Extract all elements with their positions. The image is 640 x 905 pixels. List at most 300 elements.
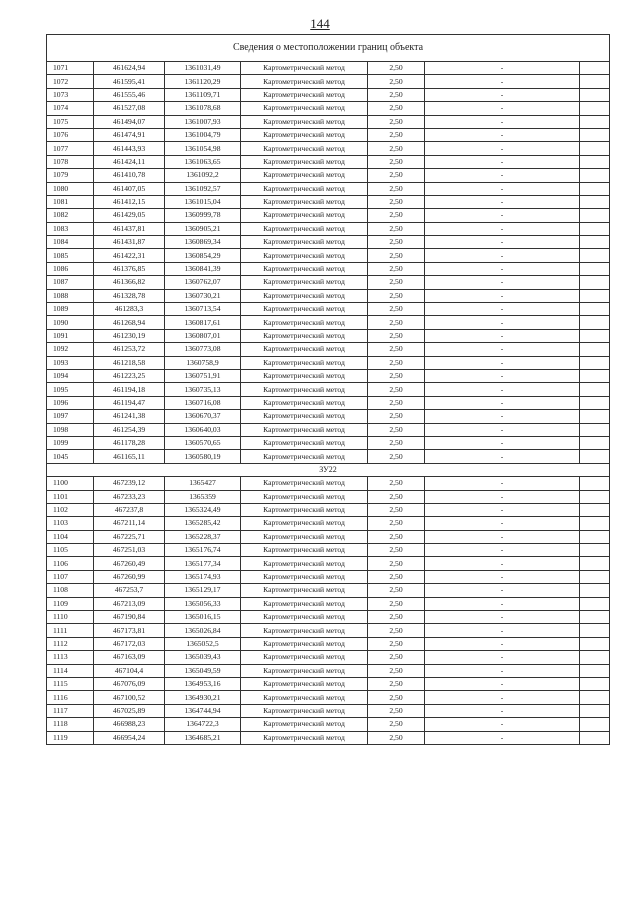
description: - <box>425 303 580 316</box>
y-coordinate: 1365177,34 <box>165 557 241 570</box>
table-row <box>47 731 610 744</box>
table-row <box>47 222 610 235</box>
description: - <box>425 637 580 650</box>
accuracy: 2,50 <box>368 115 425 128</box>
table-row <box>47 544 610 557</box>
accuracy: 2,50 <box>368 410 425 423</box>
accuracy: 2,50 <box>368 597 425 610</box>
description: - <box>425 195 580 208</box>
accuracy: 2,50 <box>368 329 425 342</box>
empty-cell <box>580 209 610 222</box>
empty-cell <box>580 677 610 690</box>
table-row <box>47 383 610 396</box>
method: Картометрический метод <box>241 128 368 141</box>
method: Картометрический метод <box>241 423 368 436</box>
y-coordinate: 1364953,16 <box>165 677 241 690</box>
description: - <box>425 490 580 503</box>
table-row <box>47 557 610 570</box>
accuracy: 2,50 <box>368 236 425 249</box>
empty-cell <box>580 651 610 664</box>
y-coordinate: 1360716,08 <box>165 396 241 409</box>
empty-cell <box>580 477 610 490</box>
accuracy: 2,50 <box>368 62 425 75</box>
x-coordinate: 461595,41 <box>94 75 165 88</box>
point-number: 1071 <box>47 62 94 75</box>
accuracy: 2,50 <box>368 637 425 650</box>
table-row <box>47 584 610 597</box>
method: Картометрический метод <box>241 236 368 249</box>
empty-cell <box>580 664 610 677</box>
empty-cell <box>580 62 610 75</box>
description: - <box>425 236 580 249</box>
page-number: 144 <box>310 16 330 31</box>
point-number: 1091 <box>47 329 94 342</box>
x-coordinate: 461424,11 <box>94 155 165 168</box>
method: Картометрический метод <box>241 517 368 530</box>
table-row <box>47 597 610 610</box>
point-number: 1100 <box>47 477 94 490</box>
method: Картометрический метод <box>241 316 368 329</box>
y-coordinate: 1365039,43 <box>165 651 241 664</box>
accuracy: 2,50 <box>368 383 425 396</box>
accuracy: 2,50 <box>368 102 425 115</box>
y-coordinate: 1360670,37 <box>165 410 241 423</box>
y-coordinate: 1360570,65 <box>165 436 241 449</box>
table-row <box>47 75 610 88</box>
point-number: 1105 <box>47 544 94 557</box>
x-coordinate: 467213,09 <box>94 597 165 610</box>
y-coordinate: 1361078,68 <box>165 102 241 115</box>
point-number: 1118 <box>47 718 94 731</box>
table-row <box>47 195 610 208</box>
accuracy: 2,50 <box>368 718 425 731</box>
empty-cell <box>580 128 610 141</box>
method: Картометрический метод <box>241 664 368 677</box>
accuracy: 2,50 <box>368 369 425 382</box>
y-coordinate: 1361004,79 <box>165 128 241 141</box>
empty-cell <box>580 262 610 275</box>
point-number: 1083 <box>47 222 94 235</box>
y-coordinate: 1361015,04 <box>165 195 241 208</box>
description: - <box>425 584 580 597</box>
accuracy: 2,50 <box>368 704 425 717</box>
method: Картометрический метод <box>241 597 368 610</box>
table-row <box>47 423 610 436</box>
empty-cell <box>580 369 610 382</box>
point-number: 1087 <box>47 276 94 289</box>
x-coordinate: 461494,07 <box>94 115 165 128</box>
point-number: 1110 <box>47 611 94 624</box>
point-number: 1078 <box>47 155 94 168</box>
table-row <box>47 102 610 115</box>
table-row <box>47 303 610 316</box>
table-row <box>47 677 610 690</box>
x-coordinate: 467251,03 <box>94 544 165 557</box>
description: - <box>425 343 580 356</box>
empty-cell <box>580 303 610 316</box>
accuracy: 2,50 <box>368 423 425 436</box>
empty-cell <box>580 436 610 449</box>
y-coordinate: 1365285,42 <box>165 517 241 530</box>
table-row <box>47 490 610 503</box>
description: - <box>425 477 580 490</box>
x-coordinate: 467173,81 <box>94 624 165 637</box>
empty-cell <box>580 503 610 516</box>
x-coordinate: 467211,14 <box>94 517 165 530</box>
method: Картометрический метод <box>241 383 368 396</box>
y-coordinate: 1365427 <box>165 477 241 490</box>
section-label: ЗУ22 <box>47 463 610 476</box>
x-coordinate: 467172,03 <box>94 637 165 650</box>
description: - <box>425 530 580 543</box>
accuracy: 2,50 <box>368 262 425 275</box>
point-number: 1090 <box>47 316 94 329</box>
table-row <box>47 637 610 650</box>
method: Картометрический метод <box>241 142 368 155</box>
x-coordinate: 461165,11 <box>94 450 165 463</box>
empty-cell <box>580 329 610 342</box>
x-coordinate: 467225,71 <box>94 530 165 543</box>
method: Картометрический метод <box>241 530 368 543</box>
x-coordinate: 466988,23 <box>94 718 165 731</box>
description: - <box>425 383 580 396</box>
accuracy: 2,50 <box>368 343 425 356</box>
y-coordinate: 1365129,17 <box>165 584 241 597</box>
empty-cell <box>580 88 610 101</box>
y-coordinate: 1365056,33 <box>165 597 241 610</box>
y-coordinate: 1365016,15 <box>165 611 241 624</box>
method: Картометрический метод <box>241 182 368 195</box>
table-row <box>47 611 610 624</box>
point-number: 1095 <box>47 383 94 396</box>
accuracy: 2,50 <box>368 75 425 88</box>
table-row <box>47 289 610 302</box>
method: Картометрический метод <box>241 651 368 664</box>
empty-cell <box>580 316 610 329</box>
method: Картометрический метод <box>241 356 368 369</box>
accuracy: 2,50 <box>368 584 425 597</box>
x-coordinate: 461194,18 <box>94 383 165 396</box>
table-row <box>47 570 610 583</box>
method: Картометрический метод <box>241 369 368 382</box>
accuracy: 2,50 <box>368 691 425 704</box>
y-coordinate: 1360580,19 <box>165 450 241 463</box>
y-coordinate: 1360869,34 <box>165 236 241 249</box>
description: - <box>425 691 580 704</box>
y-coordinate: 1361092,57 <box>165 182 241 195</box>
empty-cell <box>580 236 610 249</box>
method: Картометрический метод <box>241 343 368 356</box>
empty-cell <box>580 450 610 463</box>
point-number: 1089 <box>47 303 94 316</box>
method: Картометрический метод <box>241 557 368 570</box>
description: - <box>425 209 580 222</box>
description: - <box>425 62 580 75</box>
description: - <box>425 249 580 262</box>
accuracy: 2,50 <box>368 731 425 744</box>
accuracy: 2,50 <box>368 155 425 168</box>
x-coordinate: 461223,25 <box>94 369 165 382</box>
description: - <box>425 329 580 342</box>
description: - <box>425 704 580 717</box>
x-coordinate: 461429,05 <box>94 209 165 222</box>
point-number: 1099 <box>47 436 94 449</box>
x-coordinate: 461376,85 <box>94 262 165 275</box>
table-row <box>47 503 610 516</box>
point-number: 1093 <box>47 356 94 369</box>
point-number: 1088 <box>47 289 94 302</box>
table-row <box>47 450 610 463</box>
description: - <box>425 142 580 155</box>
method: Картометрический метод <box>241 570 368 583</box>
empty-cell <box>580 637 610 650</box>
description: - <box>425 611 580 624</box>
table-row <box>47 704 610 717</box>
point-number: 1106 <box>47 557 94 570</box>
point-number: 1085 <box>47 249 94 262</box>
empty-cell <box>580 356 610 369</box>
point-number: 1074 <box>47 102 94 115</box>
x-coordinate: 461422,31 <box>94 249 165 262</box>
method: Картометрический метод <box>241 450 368 463</box>
table-row <box>47 410 610 423</box>
empty-cell <box>580 115 610 128</box>
description: - <box>425 544 580 557</box>
point-number: 1115 <box>47 677 94 690</box>
y-coordinate: 1364685,21 <box>165 731 241 744</box>
method: Картометрический метод <box>241 169 368 182</box>
accuracy: 2,50 <box>368 570 425 583</box>
accuracy: 2,50 <box>368 436 425 449</box>
description: - <box>425 570 580 583</box>
y-coordinate: 1364722,3 <box>165 718 241 731</box>
empty-cell <box>580 718 610 731</box>
description: - <box>425 369 580 382</box>
accuracy: 2,50 <box>368 490 425 503</box>
accuracy: 2,50 <box>368 664 425 677</box>
y-coordinate: 1360751,91 <box>165 369 241 382</box>
description: - <box>425 396 580 409</box>
x-coordinate: 461253,72 <box>94 343 165 356</box>
empty-cell <box>580 611 610 624</box>
table-row <box>47 691 610 704</box>
method: Картометрический метод <box>241 718 368 731</box>
x-coordinate: 461268,94 <box>94 316 165 329</box>
x-coordinate: 461366,82 <box>94 276 165 289</box>
empty-cell <box>580 557 610 570</box>
empty-cell <box>580 731 610 744</box>
method: Картометрический метод <box>241 544 368 557</box>
point-number: 1081 <box>47 195 94 208</box>
y-coordinate: 1361092,2 <box>165 169 241 182</box>
point-number: 1045 <box>47 450 94 463</box>
description: - <box>425 155 580 168</box>
accuracy: 2,50 <box>368 222 425 235</box>
method: Картометрический метод <box>241 276 368 289</box>
y-coordinate: 1360841,39 <box>165 262 241 275</box>
x-coordinate: 467260,99 <box>94 570 165 583</box>
method: Картометрический метод <box>241 222 368 235</box>
method: Картометрический метод <box>241 155 368 168</box>
point-number: 1113 <box>47 651 94 664</box>
x-coordinate: 461437,81 <box>94 222 165 235</box>
accuracy: 2,50 <box>368 651 425 664</box>
y-coordinate: 1361120,29 <box>165 75 241 88</box>
method: Картометрический метод <box>241 490 368 503</box>
point-number: 1119 <box>47 731 94 744</box>
method: Картометрический метод <box>241 75 368 88</box>
description: - <box>425 262 580 275</box>
empty-cell <box>580 75 610 88</box>
point-number: 1103 <box>47 517 94 530</box>
method: Картометрический метод <box>241 88 368 101</box>
empty-cell <box>580 624 610 637</box>
table-row <box>47 664 610 677</box>
method: Картометрический метод <box>241 62 368 75</box>
x-coordinate: 467239,12 <box>94 477 165 490</box>
empty-cell <box>580 289 610 302</box>
table-row <box>47 530 610 543</box>
method: Картометрический метод <box>241 677 368 690</box>
empty-cell <box>580 182 610 195</box>
empty-cell <box>580 570 610 583</box>
y-coordinate: 1364930,21 <box>165 691 241 704</box>
table-row <box>47 517 610 530</box>
x-coordinate: 461474,91 <box>94 128 165 141</box>
y-coordinate: 1361109,71 <box>165 88 241 101</box>
point-number: 1094 <box>47 369 94 382</box>
accuracy: 2,50 <box>368 303 425 316</box>
y-coordinate: 1360817,61 <box>165 316 241 329</box>
x-coordinate: 467260,49 <box>94 557 165 570</box>
table-row <box>47 169 610 182</box>
accuracy: 2,50 <box>368 182 425 195</box>
accuracy: 2,50 <box>368 503 425 516</box>
y-coordinate: 1365359 <box>165 490 241 503</box>
description: - <box>425 677 580 690</box>
empty-cell <box>580 276 610 289</box>
method: Картометрический метод <box>241 329 368 342</box>
table-row <box>47 343 610 356</box>
y-coordinate: 1361063,65 <box>165 155 241 168</box>
description: - <box>425 436 580 449</box>
method: Картометрический метод <box>241 637 368 650</box>
point-number: 1109 <box>47 597 94 610</box>
accuracy: 2,50 <box>368 517 425 530</box>
x-coordinate: 461407,05 <box>94 182 165 195</box>
empty-cell <box>580 169 610 182</box>
table-row <box>47 249 610 262</box>
empty-cell <box>580 530 610 543</box>
section-header-row <box>47 463 610 476</box>
y-coordinate: 1360905,21 <box>165 222 241 235</box>
accuracy: 2,50 <box>368 624 425 637</box>
y-coordinate: 1361007,93 <box>165 115 241 128</box>
y-coordinate: 1365174,93 <box>165 570 241 583</box>
accuracy: 2,50 <box>368 677 425 690</box>
table-row <box>47 115 610 128</box>
description: - <box>425 169 580 182</box>
accuracy: 2,50 <box>368 316 425 329</box>
description: - <box>425 517 580 530</box>
point-number: 1101 <box>47 490 94 503</box>
table-row <box>47 718 610 731</box>
description: - <box>425 597 580 610</box>
method: Картометрический метод <box>241 102 368 115</box>
empty-cell <box>580 249 610 262</box>
accuracy: 2,50 <box>368 530 425 543</box>
description: - <box>425 102 580 115</box>
point-number: 1102 <box>47 503 94 516</box>
table-row <box>47 436 610 449</box>
point-number: 1116 <box>47 691 94 704</box>
description: - <box>425 410 580 423</box>
accuracy: 2,50 <box>368 142 425 155</box>
point-number: 1107 <box>47 570 94 583</box>
description: - <box>425 356 580 369</box>
y-coordinate: 1360762,07 <box>165 276 241 289</box>
x-coordinate: 461527,08 <box>94 102 165 115</box>
empty-cell <box>580 517 610 530</box>
description: - <box>425 450 580 463</box>
table-row <box>47 209 610 222</box>
x-coordinate: 466954,24 <box>94 731 165 744</box>
description: - <box>425 731 580 744</box>
point-number: 1084 <box>47 236 94 249</box>
accuracy: 2,50 <box>368 544 425 557</box>
method: Картометрический метод <box>241 503 368 516</box>
method: Картометрический метод <box>241 611 368 624</box>
method: Картометрический метод <box>241 477 368 490</box>
description: - <box>425 128 580 141</box>
table-row <box>47 477 610 490</box>
description: - <box>425 222 580 235</box>
x-coordinate: 467237,8 <box>94 503 165 516</box>
x-coordinate: 467190,84 <box>94 611 165 624</box>
method: Картометрический метод <box>241 704 368 717</box>
x-coordinate: 461555,46 <box>94 88 165 101</box>
point-number: 1114 <box>47 664 94 677</box>
x-coordinate: 461218,58 <box>94 356 165 369</box>
point-number: 1092 <box>47 343 94 356</box>
empty-cell <box>580 410 610 423</box>
method: Картометрический метод <box>241 289 368 302</box>
description: - <box>425 557 580 570</box>
table-title: Сведения о местоположении границ объекта <box>47 35 610 62</box>
point-number: 1104 <box>47 530 94 543</box>
table-row <box>47 276 610 289</box>
accuracy: 2,50 <box>368 209 425 222</box>
accuracy: 2,50 <box>368 611 425 624</box>
table-row <box>47 182 610 195</box>
accuracy: 2,50 <box>368 450 425 463</box>
x-coordinate: 467233,23 <box>94 490 165 503</box>
method: Картометрический метод <box>241 303 368 316</box>
description: - <box>425 276 580 289</box>
description: - <box>425 88 580 101</box>
table-row <box>47 316 610 329</box>
accuracy: 2,50 <box>368 128 425 141</box>
table-row <box>47 651 610 664</box>
table-row <box>47 624 610 637</box>
y-coordinate: 1361031,49 <box>165 62 241 75</box>
y-coordinate: 1360713,54 <box>165 303 241 316</box>
table-row <box>47 128 610 141</box>
point-number: 1079 <box>47 169 94 182</box>
method: Картометрический метод <box>241 436 368 449</box>
table-row <box>47 262 610 275</box>
point-number: 1112 <box>47 637 94 650</box>
